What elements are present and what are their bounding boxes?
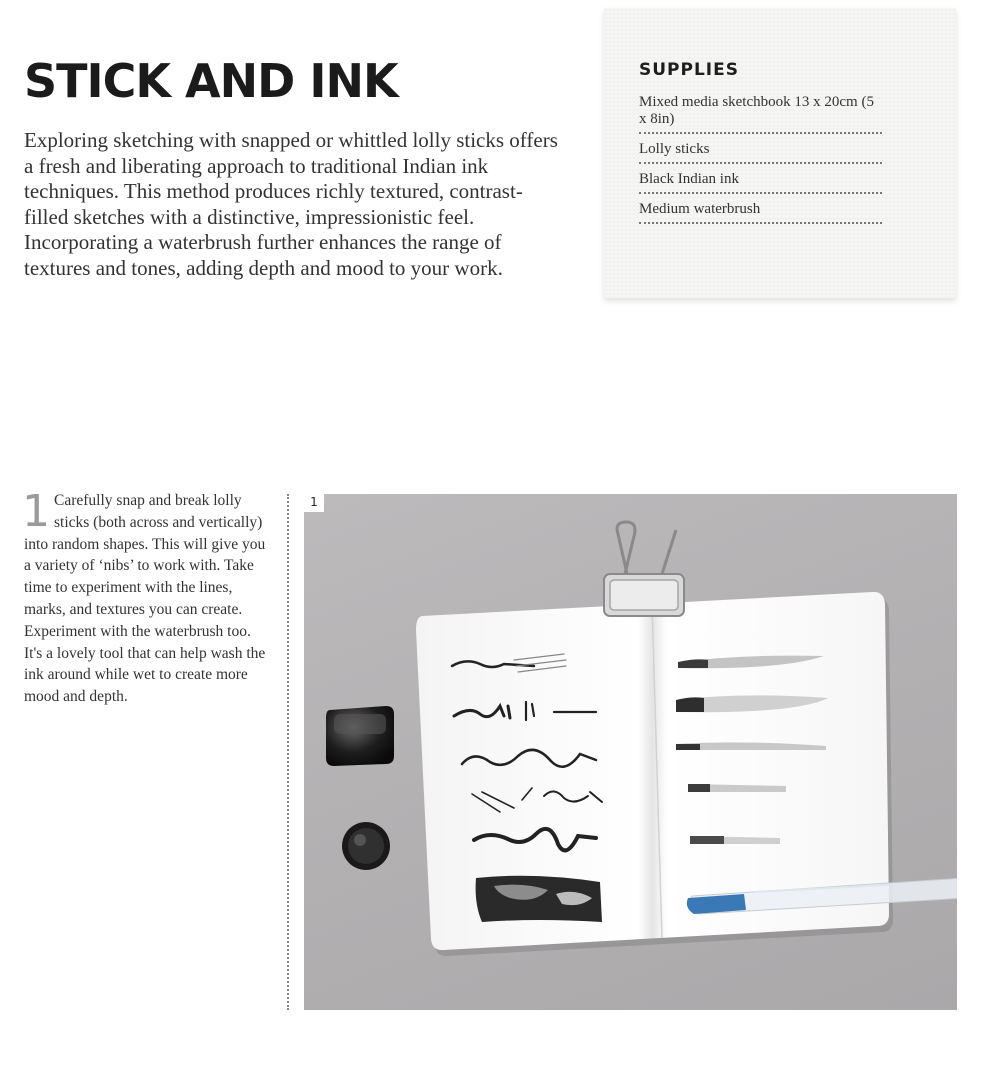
column-divider [287, 494, 289, 1010]
ink-wash-swatch [476, 876, 602, 922]
supplies-list [639, 92, 882, 229]
supply-item: Mixed media sketchbook 13 x 20cm (5 x 8in) [639, 92, 882, 134]
binder-clip [604, 522, 684, 616]
step-1-text [22, 486, 272, 708]
intro-paragraph: Exploring sketching with snapped or whittled lolly sticks offers a fresh and liberating approach to traditional Indian ink techniques. This method produces richly textured, contrast-filled sketches with a distinctive, impressionistic feel. Incorporating a waterbrush further enhances the range of textures and tones, adding depth and mood to your work. [24, 128, 558, 280]
page-title: STICK AND INK [24, 54, 398, 108]
sketchbook-illustration [304, 494, 957, 1010]
supplies-heading: SUPPLIES [639, 60, 739, 80]
photo-step-label: 1 [304, 494, 324, 512]
supply-item: Black Indian ink [639, 169, 882, 194]
supplies-card [604, 8, 956, 298]
supply-item: Medium waterbrush [639, 199, 882, 224]
step-description: Carefully snap and break lolly sticks (both across and vertically) into random shapes. This will give you a variety of ‘nibs’ to work with. Take time to experiment with the lines, marks, and textures you can create. Experiment with the waterbrush too. It's a lovely tool that can help wash the ink around while wet to create more mood and depth. [24, 492, 266, 706]
step-number: 1 [22, 486, 50, 537]
ink-bottle [326, 706, 394, 766]
ink-bottle-cap [342, 822, 390, 870]
supply-item: Lolly sticks [639, 139, 882, 164]
step-1-photo [304, 494, 957, 1010]
